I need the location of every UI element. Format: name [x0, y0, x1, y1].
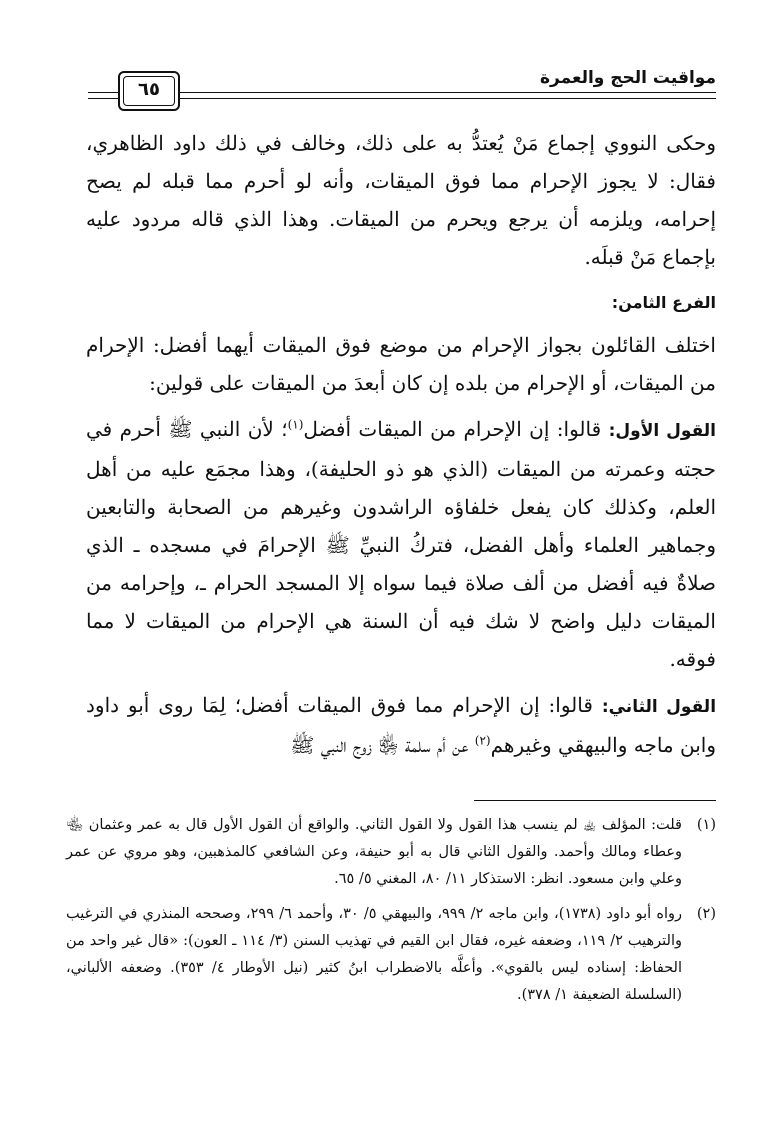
- section-subheading: الفرع الثامن:: [611, 293, 716, 312]
- paragraph-1: وحكى النووي إجماع مَنْ يُعتدُّ به على ذلك، وخالف في ذلك داود الظاهري، فقال: لا يجوز الإحرام مما فوق الميقات، وأنه لو أحرم مما قبله لم يصح إحرامه، ويلزمه أن يرجع ويحرم من الميقات. وهذا الذي قاله مردود عليه بإجماع مَنْ قبلَه.: [86, 131, 716, 269]
- second-opinion-label: القول الثاني:: [601, 697, 717, 717]
- footnote-number: (٢): [696, 906, 716, 922]
- header-rules: [88, 92, 716, 99]
- page-number: ٦٥: [138, 79, 160, 100]
- paragraph-4-text-a: قالوا: إن الإحرام مما فوق الميقات أفضل؛ لِمَا روى أبو داود وابن ماجه والبيهقي وغيرهم: [86, 693, 716, 757]
- footnote-1: [66, 812, 716, 893]
- footnote-separator: [474, 800, 716, 801]
- footnote-2: [66, 901, 716, 1009]
- main-text: [86, 124, 716, 772]
- paragraph-4-text-b: عن أم سلمة ﵂ زوج النبي ﷺ: [290, 733, 469, 757]
- paragraph-3: [86, 410, 716, 678]
- page-number-frame: [118, 71, 180, 111]
- paragraph-4: [86, 686, 716, 764]
- paragraph-3-text-a: قالوا: إن الإحرام من الميقات أفضل: [303, 417, 602, 441]
- footnotes: [66, 812, 716, 1017]
- page-header: [88, 66, 716, 110]
- footnote-ref-1[interactable]: (١): [287, 417, 304, 432]
- paragraph-2: اختلف القائلون بجواز الإحرام من موضع فوق الميقات أيهما أفضل: الإحرام من الميقات، أو الإحرام من بلده إن كان أبعدَ من الميقات على قولين:: [86, 333, 716, 395]
- footnote-text: قلت: المؤلف ﵀ لم ينسب هذا القول ولا القول الثاني. والواقع أن القول الأول قال به عمر وعثمان ﵄ وعطاء ومالك وأحمد. والقول الثاني قال به أبو حنيفة، وعن الشافعي كالمذهبين، وهو مروي عن عمر وعلي وابن مسعود. انظر: الاستذكار ١١/ ٨٠، المغني ٥/ ٦٥.: [66, 817, 682, 887]
- running-title: مواقيت الحج والعمرة: [539, 68, 716, 88]
- footnote-text: رواه أبو داود (١٧٣٨)، وابن ماجه ٢/ ٩٩٩، والبيهقي ٥/ ٣٠، وأحمد ٦/ ٢٩٩، وصححه المنذري في الترغيب والترهيب ٢/ ١١٩، وضعفه غيره، فقال ابن القيم في تهذيب السنن (٣/ ١١٤ ـ العون): «قال غير واحد من الحفاظ: إسناده ليس بالقوي». وأعلَّه بالاضطراب ابنُ كثير (نيل الأوطار ٤/ ٣٥٣). وضعفه الألباني، (السلسلة الضعيفة ١/ ٣٧٨).: [66, 906, 683, 1003]
- footnote-ref-2[interactable]: (٢): [474, 733, 491, 748]
- first-opinion-label: القول الأول:: [608, 421, 717, 441]
- paragraph-3-text-b: ؛ لأن النبي ﷺ أحرم في حجته وعمرته من الميقات (الذي هو ذو الحليفة)، وهذا مجمَع عليه من أهل العلم، وكذلك كان يفعل خلفاؤه الراشدون وغيرهم من الصحابة والتابعين وجماهير العلماء وأهل الفضل، فتركُ النبيِّ ﷺ الإحرامَ في مسجده ـ الذي صلاةٌ فيه أفضل من ألف صلاة فيما سواه إلا المسجد الحرام ـ، وإحرامه من الميقات دليل واضح لا شك فيه أن السنة هي الإحرام من الميقات لا مما فوقه.: [86, 417, 716, 671]
- footnote-number: (١): [696, 817, 716, 833]
